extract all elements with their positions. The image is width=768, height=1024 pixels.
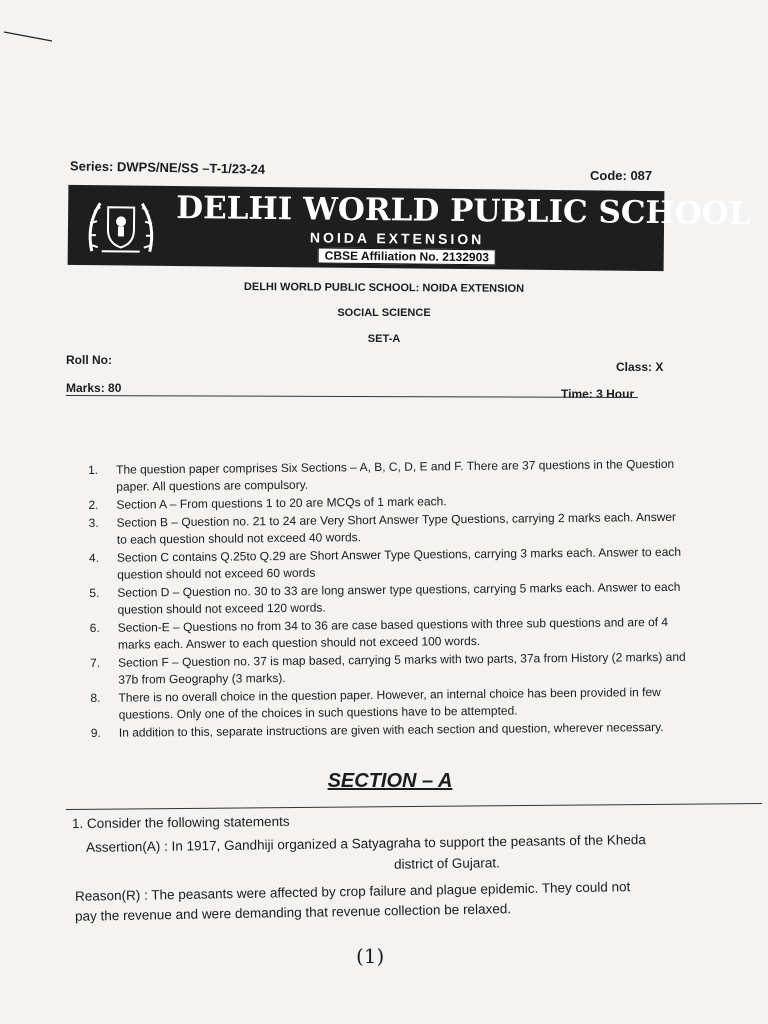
page-number: (1): [356, 944, 385, 968]
instruction-item: 1. The question paper comprises Six Sections – A, B, C, D, E and F. There are 37 questions in the Question paper. All questions are compulsory.: [88, 456, 675, 494]
assertion-line-2: district of Gujarat.: [393, 855, 500, 872]
subject-code: Code: 087: [590, 168, 653, 183]
instruction-item: 8. There is no overall choice in the question paper. However, an internal choice has been provided in few questions. Only one of the choices in such questions have to be attempted.: [90, 685, 661, 722]
class-label: Class: X: [616, 360, 664, 374]
instruction-item: 9. In addition to this, separate instructions are given with each section and question, wherever necessary.: [90, 719, 664, 740]
roll-number-label: Roll No:: [66, 353, 112, 367]
instruction-item: 2. Section A – From questions 1 to 20 are MCQs of 1 mark each.: [88, 494, 447, 512]
affiliation-number: CBSE Affiliation No. 2132903: [318, 247, 496, 265]
subject-name: SOCIAL SCIENCE: [337, 307, 431, 319]
school-banner: [68, 185, 751, 271]
school-line: DELHI WORLD PUBLIC SCHOOL: NOIDA EXTENSION: [243, 281, 525, 295]
school-name: DELHI WORLD PUBLIC SCHOOL: [176, 190, 751, 233]
section-divider: [66, 803, 762, 810]
instructions-list: [88, 456, 691, 743]
instruction-item: 7. Section F – Question no. 37 is map based, carrying 5 marks with two parts, 37a from History (2 marks) and 37b from Geography (3 marks).: [90, 649, 686, 687]
instruction-item: 5. Section D – Question no. 30 to 33 are long answer type questions, carrying 5 marks each. Answer to each question should not exceed 120 words.: [89, 579, 681, 617]
section-a-title: SECTION – A: [327, 770, 453, 792]
instruction-item: 4. Section C contains Q.25to Q.29 are Short Answer Type Questions, carrying 3 marks each. Answer to each question should not exceed 60 words: [88, 544, 682, 582]
series-code: Series: DWPS/NE/SS –T-1/23-24: [69, 158, 266, 177]
instruction-item: 3. Section B – Question no. 21 to 24 are Very Short Answer Type Questions, carrying 2 marks each. Answer to each question should not exceed 40 words.: [88, 509, 677, 547]
pen-stroke-mark: [4, 30, 54, 44]
time-allowed: Time: 3 Hour: [561, 387, 635, 401]
school-crest-icon: [82, 191, 161, 260]
instruction-item: 6. Section-E – Questions no from 34 to 36 are case based questions with three sub questions and are of 4 marks each. Answer to each question should not exceed 100 words.: [89, 614, 669, 652]
header-divider: [66, 395, 638, 398]
set-label: SET-A: [367, 333, 401, 345]
school-location: NOIDA EXTENSION: [309, 229, 485, 248]
assertion-line-1: Assertion(A) : In 1917, Gandhiji organized a Satyagraha to support the peasants of the Kheda: [85, 832, 646, 855]
reason-line-1: Reason(R) : The peasants were affected by crop failure and plague epidemic. They could not: [74, 879, 631, 904]
max-marks: Marks: 80: [66, 381, 122, 395]
reason-line-2: pay the revenue and were demanding that revenue collection be relaxed.: [74, 901, 512, 924]
question-1-stem: 1. Consider the following statements: [71, 813, 290, 832]
